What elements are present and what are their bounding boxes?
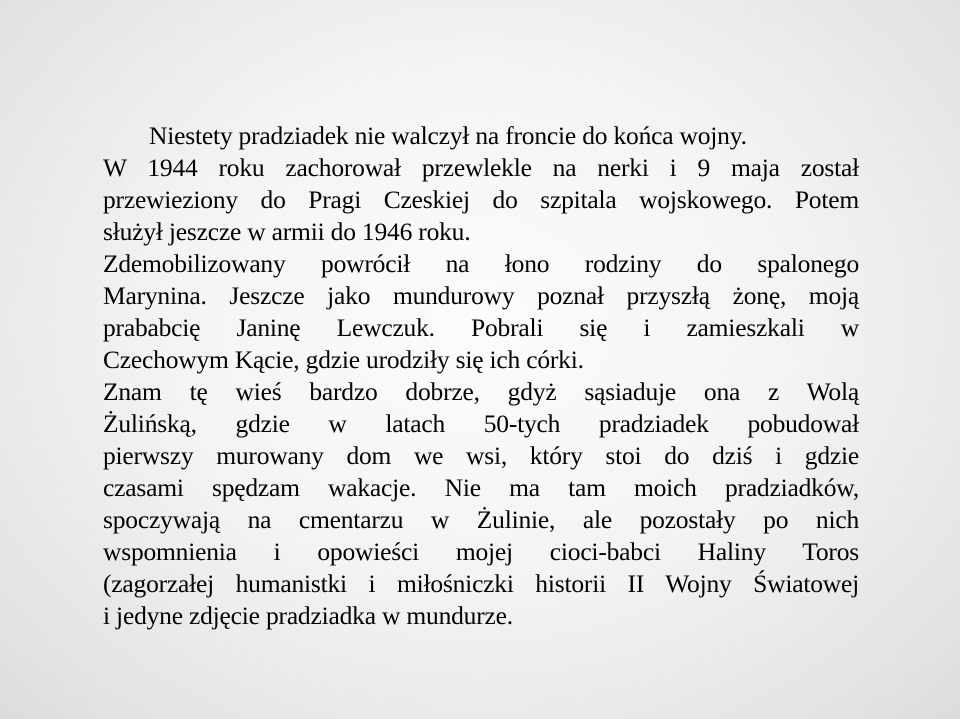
text-block — [103, 120, 859, 632]
text-line: Niestety pradziadek nie walczył na froncie do końca wojny. — [149, 121, 747, 150]
text-line: przewieziony do Pragi Czeskiej do szpitala wojskowego. Potem — [103, 185, 859, 214]
text-line: Znam tę wieś bardzo dobrze, gdyż sąsiaduje ona z Wolą — [103, 377, 859, 406]
text-line: Czechowym Kącie, gdzie urodziły się ich córki. — [103, 345, 584, 374]
text-line: czasami spędzam wakacje. Nie ma tam moich pradziadków, — [103, 473, 859, 502]
text-line: Zdemobilizowany powrócił na łono rodziny do spalonego — [103, 249, 859, 278]
text-line: (zagorzałej humanistki i miłośniczki historii II Wojny Światowej — [103, 569, 859, 598]
text-line: służył jeszcze w armii do 1946 roku. — [103, 217, 471, 246]
text-line: Marynina. Jeszcze jako mundurowy poznał przyszłą żonę, moją — [103, 281, 859, 310]
text-line: wspomnienia i opowieści mojej cioci-babci Haliny Toros — [103, 537, 859, 566]
text-line: i jedyne zdjęcie pradziadka w mundurze. — [103, 601, 513, 630]
text-line: prababcię Janinę Lewczuk. Pobrali się i zamieszkali w — [103, 313, 859, 342]
text-line: W 1944 roku zachorował przewlekle na nerki i 9 maja został — [103, 153, 859, 182]
text-line: spoczywają na cmentarzu w Żulinie, ale pozostały po nich — [103, 505, 859, 534]
text-line: pierwszy murowany dom we wsi, który stoi do dziś i gdzie — [103, 441, 859, 470]
text-line: Żulińską, gdzie w latach 50-tych pradziadek pobudował — [103, 409, 859, 438]
